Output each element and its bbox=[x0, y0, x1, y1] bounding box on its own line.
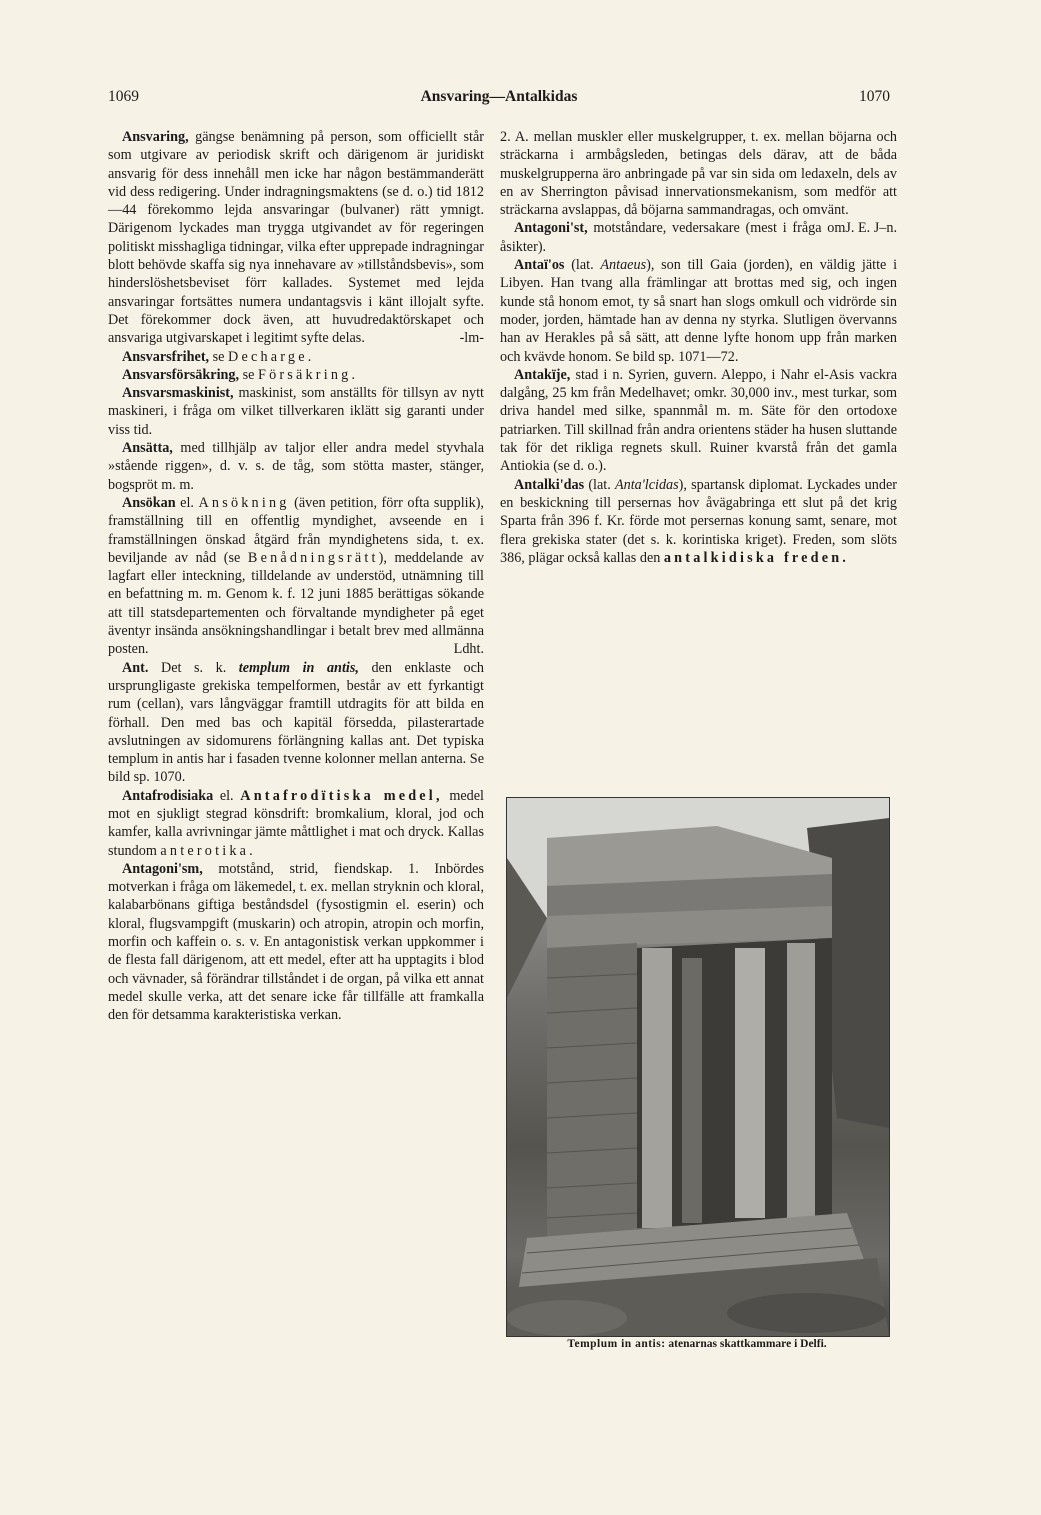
page-header bbox=[108, 88, 890, 114]
cross-reference: Decharge. bbox=[228, 348, 315, 365]
entry-ansvarsmaskinist: Ansvarsmaskinist, maskinist, som anställts för tillsyn av nytt maskineri, i fråga om vilket tillverkaren iklätt sig garanti under viss tid. bbox=[108, 385, 484, 438]
author-signature: Ldht. bbox=[453, 641, 484, 658]
temple-illustration bbox=[507, 798, 889, 1336]
figure-caption bbox=[506, 1338, 888, 1350]
right-column bbox=[500, 128, 897, 567]
author-signature: -lm- bbox=[459, 330, 484, 347]
entry-ansvaring: Ansvaring, gängse benämning på person, som officiellt står som utgivare av periodisk skrift och därigenom är juridiskt ansvarig för dess innehåll men icke har någon bestämmanderätt vid dess redigering. Under indragningsmaktens (se d. o.) tid 1812—44 förekommo lejda ansvaringar (bulvaner) rätt ymnigt. Därigenom lyckades man trygga utgivandet av för regeringen politiskt misshagliga tidningar, vilka efter upprepade indragningar blott behövde skaffa sig nya innehavare av »tillståndsbevis», som hinderslöshetsbeviset förr kallades. Systemet med lejda ansvaringar fortsättes numera undantagsvis i känt illojalt syfte. Det förekommer dock även, att huvudredaktörskapet och ansvariga utgivarskapet i legitimt syfte delas. -lm- bbox=[108, 129, 484, 347]
entry-antagonist: Antagoni'st, motståndare, vedersakare (mest i fråga om åsikter). bbox=[500, 220, 846, 255]
headword: Antalki'das bbox=[514, 476, 585, 493]
running-title: Ansvaring—Antalkidas bbox=[420, 88, 578, 105]
page-number-left: 1069 bbox=[108, 88, 139, 105]
entry-ansvarsfrihet: Ansvarsfrihet, se Decharge. bbox=[122, 348, 315, 365]
entry-ansatta: Ansätta, med tillhjälp av taljor eller andra medel styvhala »stående riggen», d. v. s. de tåg, som stötta master, stänger, bogspröt m. m. bbox=[108, 440, 484, 493]
page-number-right: 1070 bbox=[859, 88, 890, 105]
headword: Ansvaring, bbox=[122, 129, 189, 145]
author-signature: J. E. J–n. bbox=[845, 220, 897, 237]
headword: Ansvarsförsäkring, bbox=[122, 366, 240, 383]
headword: Antafrodisiaka bbox=[122, 787, 214, 804]
entry-antakije: Antakïje, stad i n. Syrien, guvern. Aleppo, i Nahr el-Asis vackra dalgång, 25 km från Medelhavet; omkr. 30,000 inv., mest turkar, som driva handel med silke, spannmål m. m. Säte för den ortodoxe patriarken. Till skillnad från andra orientens städer ha husen sluttande tak för det rikliga regnets skull. Ruiner kvarstå från det gamla Antiokia (se d. o.). bbox=[500, 366, 897, 475]
temple-photograph bbox=[506, 797, 890, 1337]
entry-ansokan: Ansökan el. Ansökning (även petition, förr ofta supplik), framställning till en offentlig myndighet, avseende en i framställningen önskad åtgärd från myndighetens sida, t. ex. beviljande av nåd (se Benådningsrätt), meddelande av lagfart eller inteckning, tilldelande av understöd, utnämning till en befattning m. m. Genom k. f. 12 juni 1885 berättigas sökande att till statsdepartementen och förvaltande myndigheter på eget äventyr insända ansökningshandlingar i betalt brev med allmänna posten. Ldht. bbox=[108, 494, 485, 658]
headword: Antagoni'st, bbox=[514, 220, 588, 237]
entry-ansvarsforsakring: Ansvarsförsäkring, se Försäkring. bbox=[122, 366, 359, 383]
headword: Ansvarsfrihet, bbox=[122, 348, 210, 365]
headword: Antakïje, bbox=[514, 366, 571, 383]
caption-text: atenarnas skattkammare i Delfi. bbox=[665, 1338, 827, 1350]
entry-antagonism: Antagoni'sm, motstånd, strid, fiendskap. 1. Inbördes motverkan i fråga om läkemedel, t. ex. mellan stryknin och kloral, kalabarbönans giftiga beståndsdel (fysostigmin el. eserin) och kloral, flugsvampgift (muskarin) och atropin, atropin och morfin, morfin och kaffein o. s. v. En antagonistisk verkan uppkommer i de flesta fall därigenom, att ett medel, efter att ha upptagits i blod och vävnader, så förändrar tillståndet i de organ, på vilka ett annat medel skulle verka, att det senare icke får tillfälle att framkalla den för detsamma karakteristiska verkan. bbox=[108, 860, 484, 1024]
entry-antalkidas: Antalki'das (lat. Anta'lcidas), spartansk diplomat. Lyckades under en beskickning till persernas hov åvägabringa ett slut på det krig Sparta från 396 f. Kr. förde mot persernas konung samt, senare, mot flera grekiska stater (det s. k. korintiska kriget). Freden, som slöts 386, plägar också kallas den antalkidiska freden. bbox=[500, 476, 897, 566]
caption-label: Templum in antis: bbox=[567, 1338, 666, 1350]
cross-reference: Försäkring. bbox=[257, 366, 359, 383]
entry-antafrodisiaka: Antafrodisiaka el. Antafrodïtiska medel, medel mot en sjukligt stegrad könsdrift: bromkalium, kloral, jod och kamfer, kalla avrivningar jämte måttlighet i mat och dryck. Kallas stundom anterotika. bbox=[108, 787, 485, 859]
headword: Antaï'os bbox=[514, 257, 565, 274]
headword: Ant. bbox=[122, 659, 149, 676]
left-column bbox=[108, 128, 484, 1025]
entry-antagonism-continued: 2. A. mellan muskler eller muskelgrupper, t. ex. mellan böjarna och sträckarna i armbågsleden, betingas dels därav, att de båda muskelgrupperna äro anbringade på var sin sida om ledaxeln, dels av en av Sherrington påvisad innervationsmekanism, som medför att sträckarna avslappas, då böjarna sammandragas, och omvänt. J. E. J–n. bbox=[500, 129, 897, 237]
headword: Ansätta, bbox=[122, 440, 173, 457]
headword: Ansökan bbox=[122, 494, 176, 511]
entry-ant: Ant. Det s. k. templum in antis, den enklaste och ursprungligaste grekiska tempelformen, består av ett fyrkantigt rum (cellan), vars långväggar framtill utdragits för att bilda en förhall. Den med bas och kapitäl försedda, pilasterartade avslutningen av sidomurens förlängning kallas ant. Det typiska templum in antis har i fasaden tvenne kolonner mellan anterna. Se bild sp. 1070. bbox=[108, 659, 484, 786]
entry-antaios: Antaï'os (lat. Antaeus), son till Gaia (jorden), en väldig jätte i Libyen. Han tvang alla främlingar att brottas med sig, och ingen kunde stå honom emot, ty så snart han slogs omkull och vidrörde sin moder, jorden, hämtade han av denna ny styrka. Slutligen övervanns han av Herakles på så sätt, att denne lyfte honom upp från marken och kvävde honom. Se bild sp. 1071—72. bbox=[500, 257, 898, 365]
headword: Antagoni'sm, bbox=[122, 860, 203, 877]
headword: Ansvarsmaskinist, bbox=[122, 385, 234, 402]
